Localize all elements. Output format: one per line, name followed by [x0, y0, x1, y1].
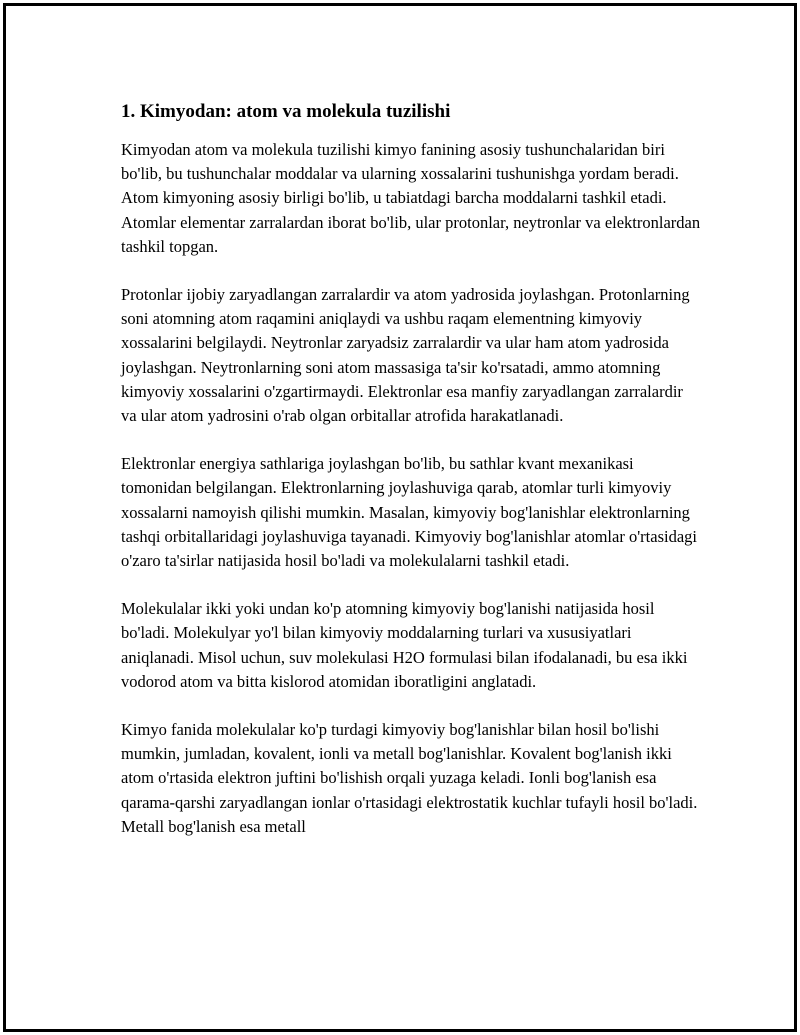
paragraph-3: Elektronlar energiya sathlariga joylashgan bo'lib, bu sathlar kvant mexanikasi tomonidan belgilangan. Elektronlarning joylashuviga qarab, atomlar turli kimyoviy xossalarni namoyish qilishi mumkin. Masalan, kimyoviy bog'lanishlar elektronlarning tashqi orbitallaridagi joylashuviga tayanadi. Kimyoviy bog'lanishlar atomlar o'rtasidagi o'zaro ta'sirlar natijasida hosil bo'ladi va molekulalarni tashkil etadi. [121, 454, 697, 571]
page-frame [3, 3, 797, 1032]
paragraph-5: Kimyo fanida molekulalar ko'p turdagi kimyoviy bog'lanishlar bilan hosil bo'lishi mumkin, jumladan, kovalent, ionli va metall bog'lanishlar. Kovalent bog'lanish ikki atom o'rtasida elektron juftini bo'lishish orqali yuzaga keladi. Ionli bog'lanish esa qarama-qarshi zaryadlangan ionlar o'rtasidagi elektrostatik kuchlar tufayli hosil bo'ladi. Metall bog'lanish esa metall [121, 720, 698, 836]
paragraph-1: Kimyodan atom va molekula tuzilishi kimyo fanining asosiy tushunchalaridan biri bo'lib, bu tushunchalar moddalar va ularning xossalarini tushunishga yordam beradi. Atom kimyoning asosiy birligi bo'lib, u tabiatdagi barcha moddalarni tashkil etadi. Atomlar elementar zarralardan iborat bo'lib, ular protonlar, neytronlar va elektronlardan tashkil topgan. [121, 140, 701, 256]
document-content [121, 98, 701, 863]
document-title: 1. Kimyodan: atom va molekula tuzilishi [121, 101, 451, 122]
paragraph-2: Protonlar ijobiy zaryadlangan zarralardir va atom yadrosida joylashgan. Protonlarning soni atomning atom raqamini aniqlaydi va ushbu raqam elementning kimyoviy xossalarini belgilaydi. Neytronlar zaryadsiz zarralardir va ular ham atom yadrosida joylashgan. Neytronlarning soni atom massasiga ta'sir ko'rsatadi, ammo atomning kimyoviy xossalarini o'zgartirmaydi. Elektronlar esa manfiy zaryadlangan zarralardir va ular atom yadrosini o'rab olgan orbitallar atrofida harakatlanadi. [121, 285, 690, 426]
paragraph-4: Molekulalar ikki yoki undan ko'p atomning kimyoviy bog'lanishi natijasida hosil bo'ladi. Molekulyar yo'l bilan kimyoviy moddalarning turlari va xususiyatlari aniqlanadi. Misol uchun, suv molekulasi H2O formulasi bilan ifodalanadi, bu esa ikki vodorod atom va bitta kislorod atomidan iboratligini anglatadi. [121, 599, 688, 691]
